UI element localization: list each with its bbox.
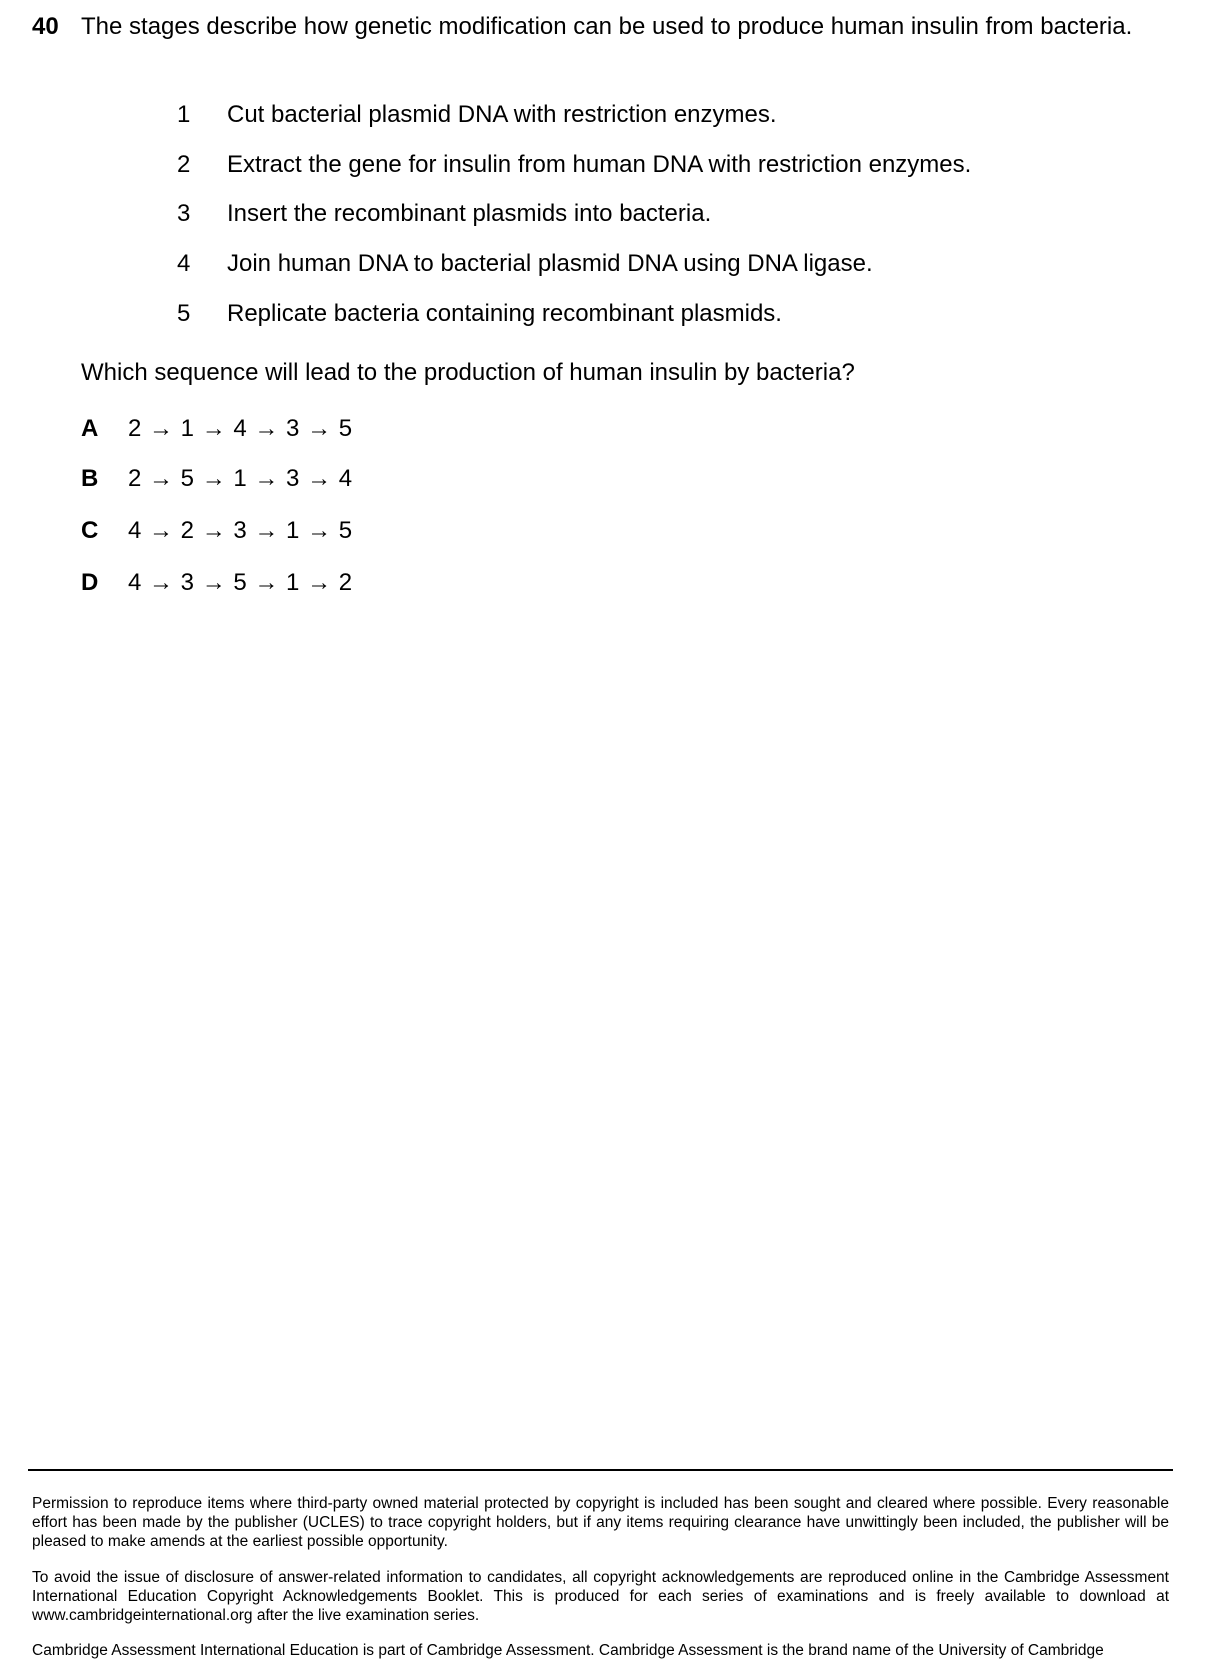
stage-text: Extract the gene for insulin from human DNA with restriction enzymes. xyxy=(227,151,972,178)
option-sequence: 2 → 5 → 1 → 3 → 4 xyxy=(128,465,353,492)
option-letter: B xyxy=(81,465,99,492)
question-stem: The stages describe how genetic modification can be used to produce human insulin from bacteria. xyxy=(81,13,1133,40)
stage-text: Insert the recombinant plasmids into bacteria. xyxy=(227,200,712,227)
footer-permission-text: Permission to reproduce items where third-party owned material protected by copyright is included has been sought and cleared where possible. Every reasonable effort has been made by the publisher (UCLES) to trace copyright holders, but if any items requiring clearance have unwittingly been included, the publisher will be pleased to make amends at the earliest possible opportunity. xyxy=(32,1495,1169,1550)
stage-number: 1 xyxy=(177,101,191,128)
stage-text: Replicate bacteria containing recombinant plasmids. xyxy=(227,300,782,327)
stage-number: 2 xyxy=(177,151,191,178)
footer-acknowledgements-text: To avoid the issue of disclosure of answer-related information to candidates, all copyright acknowledgements are reproduced online in the Cambridge Assessment International Education Copyright Acknowledgements Booklet. This is produced for each series of examinations and is freely available to download at www.cambridgeinternational.org after the live examination series. xyxy=(32,1569,1169,1624)
stage-number: 5 xyxy=(177,300,191,327)
stage-number: 3 xyxy=(177,200,191,227)
option-sequence: 4 → 2 → 3 → 1 → 5 xyxy=(128,517,353,544)
option-sequence: 4 → 3 → 5 → 1 → 2 xyxy=(128,569,353,596)
stage-number: 4 xyxy=(177,250,191,277)
question-number: 40 xyxy=(32,13,59,40)
footer-divider xyxy=(28,1469,1173,1471)
option-letter: C xyxy=(81,517,99,544)
question-prompt: Which sequence will lead to the production of human insulin by bacteria? xyxy=(81,359,855,386)
stage-text: Cut bacterial plasmid DNA with restriction enzymes. xyxy=(227,101,777,128)
stage-text: Join human DNA to bacterial plasmid DNA using DNA ligase. xyxy=(227,250,873,277)
option-sequence: 2 → 1 → 4 → 3 → 5 xyxy=(128,415,353,442)
option-letter: D xyxy=(81,569,99,596)
option-letter: A xyxy=(81,415,99,442)
footer-organisation-text: Cambridge Assessment International Education is part of Cambridge Assessment. Cambridge Assessment is the brand name of the University of Cambridge xyxy=(32,1642,1104,1659)
